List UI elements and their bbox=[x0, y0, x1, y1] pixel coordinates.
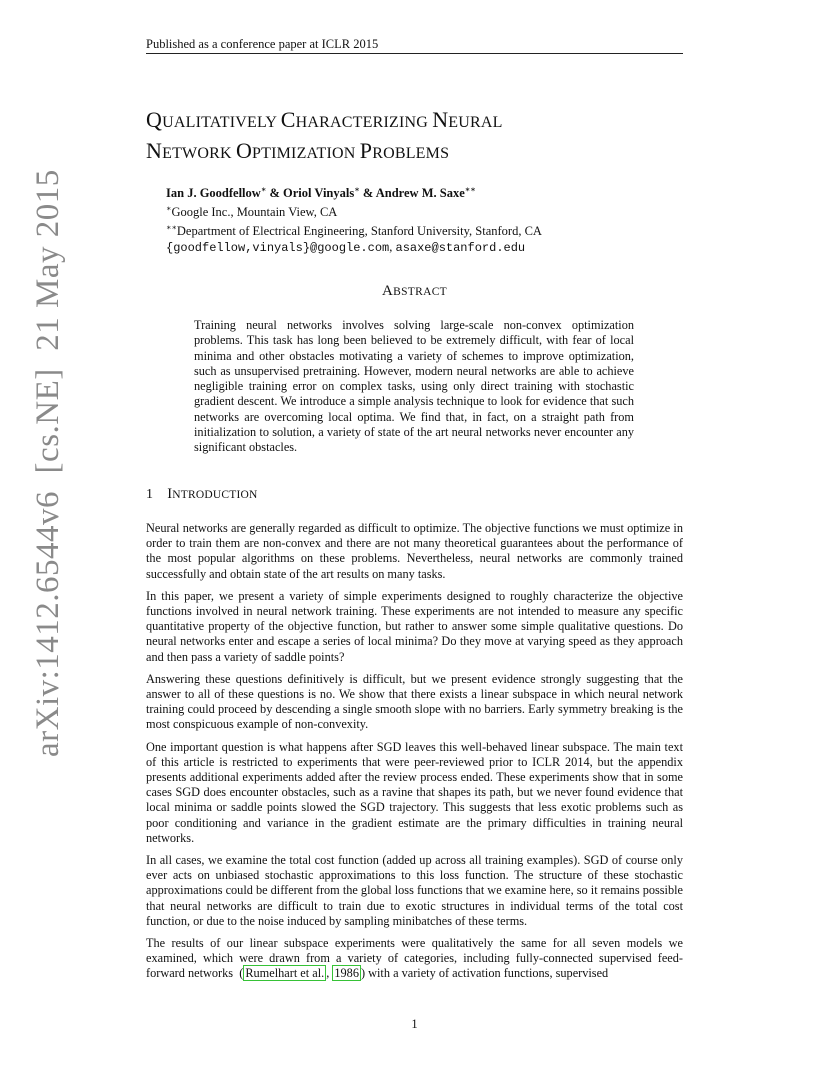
author-separator: & bbox=[266, 186, 284, 200]
author-names bbox=[166, 182, 686, 201]
paragraph: In all cases, we examine the total cost function (added up across all training examples). SGD of course only ever acts on unbiased stochastic approximations to this loss function. The structure of these stochastic approximations could be different from the global loss functions that we examine here, so it remains possible that neural networks are difficult to train due to exotic structures in individual terms of the total cost function, or due to the noise induced by sampling minibatches of these terms. bbox=[146, 853, 683, 928]
title-word-rest: ROBLEMS bbox=[372, 145, 450, 162]
title-word-rest: PTIMIZATION bbox=[252, 145, 360, 162]
affiliation-mark: ∗∗ bbox=[464, 185, 476, 194]
email-separator: , bbox=[389, 240, 396, 254]
email-address: {goodfellow,vinyals}@google.com bbox=[166, 241, 390, 255]
section-number: 1 bbox=[146, 487, 154, 502]
header-rule bbox=[146, 53, 683, 54]
page-number: 1 bbox=[411, 1017, 418, 1031]
citation-link[interactable]: Rumelhart et al. bbox=[245, 966, 325, 981]
title-line-1 bbox=[146, 106, 706, 137]
heading-rest: BSTRACT bbox=[393, 286, 447, 298]
title-word-rest: ETWORK bbox=[162, 145, 236, 162]
title-word-cap: N bbox=[146, 138, 163, 163]
paragraph: Answering these questions definitively is difficult, but we present evidence strongly suggesting that the answer to all of these questions is no. We show that there exists a linear subspace in which neural network training could proceed by descending a single smooth slope with no barriers. Early symmetry breaking is the most conspicuous example of non-convexity. bbox=[146, 671, 683, 732]
title-line-2 bbox=[146, 137, 706, 168]
affiliation-mark: ∗∗ bbox=[166, 223, 177, 232]
title-word-cap: C bbox=[280, 107, 296, 132]
affiliation-text: Department of Electrical Engineering, Stanford University, Stanford, CA bbox=[176, 224, 542, 238]
author-name: Andrew M. Saxe bbox=[375, 186, 465, 200]
heading-cap: A bbox=[381, 283, 394, 299]
arxiv-stamp: arXiv:1412.6544v6 [cs.NE] 21 May 2015 bbox=[30, 169, 66, 757]
author-emails bbox=[166, 239, 686, 256]
paragraph: One important question is what happens after SGD leaves this well-behaved linear subspace. The main text of this article is restricted to experiments that were peer-reviewed prior to ICLR 2014, but the appendix presents additional experiments added after the review process ended. These experiments show that in some cases SGD does encounter obstacles, such as a ravine that shapes its path, but we never found evidence that local minima or saddle points slowed the SGD trajectory. This suggests that less exotic problems such as poor conditioning and variance in the gradient estimate are the primary difficulties in training neural networks. bbox=[146, 739, 683, 845]
title-word-cap: O bbox=[235, 138, 253, 163]
affiliation-text: Google Inc., Mountain View, CA bbox=[171, 205, 338, 219]
running-header: Published as a conference paper at ICLR 2015 bbox=[146, 37, 379, 51]
affiliation-mark: ∗ bbox=[166, 204, 172, 213]
body-text bbox=[146, 521, 687, 989]
author-name: Ian J. Goodfellow bbox=[166, 186, 261, 200]
paragraph: In this paper, we present a variety of simple experiments designed to roughly characterize the objective functions involved in neural network training. These experiments are not intended to measure any specific quantitative property of the objective function, but rather to answer some simple qualitative questions. Do neural networks enter and escape a series of local minima? Do they move at varying speed as they approach and then pass a variety of saddle points? bbox=[146, 588, 683, 664]
paragraph-text: The results of our linear subspace experiments were qualitatively the same for all seven models we examined, which were drawn from a variety of categories, including fully-connected supervised feed-forward networks ( bbox=[146, 936, 687, 981]
title-word-rest: HARACTERIZING bbox=[295, 114, 433, 131]
affiliation-2 bbox=[166, 220, 686, 239]
abstract-heading bbox=[146, 283, 683, 300]
title-word-rest: EURAL bbox=[448, 114, 503, 131]
title-word-cap: P bbox=[359, 138, 373, 163]
abstract-text: Training neural networks involves solving large-scale non-convex optimization problems. This task has long been believed to be extremely difficult, with fear of local minima and other obstacles motivating a variety of schemes to improve optimization, such as unsupervised pretraining. However, modern neural networks are able to achieve negligible training error on complex tasks, using only direct training with stochastic gradient descent. We introduce a simple analysis technique to look for evidence that such networks are overcoming local optima. We find that, in fact, on a straight path from initialization to solution, a variety of state of the art neural networks never encounter any significant obstacles. bbox=[194, 318, 634, 455]
title-word-cap: Q bbox=[146, 107, 163, 132]
paragraph-text: ) with a variety of activation functions, supervised bbox=[360, 966, 609, 981]
affiliation-1 bbox=[166, 201, 686, 220]
paragraph: Neural networks are generally regarded as difficult to optimize. The objective functions we must optimize in order to train them are non-convex and there are not many theoretical guarantees about the performance of the most popular algorithms on these problems. Nevertheless, neural networks are commonly trained successfully and obtain state of the art results on many tasks. bbox=[146, 521, 683, 581]
author-name: Oriol Vinyals bbox=[283, 186, 355, 200]
heading-rest: NTRODUCTION bbox=[172, 489, 258, 501]
affiliation-mark: ∗ bbox=[354, 185, 360, 194]
paragraph bbox=[146, 936, 687, 982]
citation-year-link[interactable]: 1986 bbox=[334, 966, 359, 981]
author-separator: & bbox=[359, 186, 376, 200]
title-word-rest: UALITATIVELY bbox=[162, 114, 281, 131]
email-address: asaxe@stanford.edu bbox=[395, 241, 526, 255]
title-word-cap: N bbox=[432, 107, 449, 132]
paper-title bbox=[146, 106, 706, 168]
citation-separator: , bbox=[326, 966, 333, 981]
heading-cap: I bbox=[167, 486, 173, 502]
author-block bbox=[166, 182, 686, 256]
section-heading-introduction bbox=[146, 486, 683, 503]
affiliation-mark: ∗ bbox=[260, 185, 267, 194]
